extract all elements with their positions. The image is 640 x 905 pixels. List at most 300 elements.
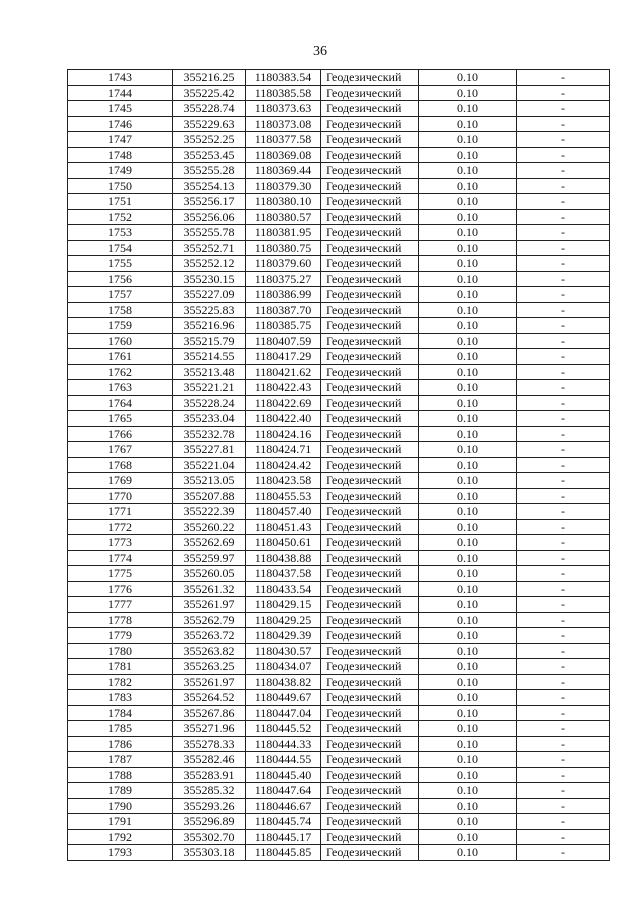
x-coordinate-cell: 355225.42 [173, 85, 246, 101]
point-number-cell: 1747 [68, 132, 173, 148]
method-cell: Геодезический [321, 535, 419, 551]
x-coordinate-cell: 355252.71 [173, 240, 246, 256]
point-number-cell: 1779 [68, 628, 173, 644]
method-cell: Геодезический [321, 163, 419, 179]
x-coordinate-cell: 355260.22 [173, 519, 246, 535]
point-number-cell: 1764 [68, 395, 173, 411]
y-coordinate-cell: 1180424.16 [246, 426, 321, 442]
method-cell: Геодезический [321, 473, 419, 489]
y-coordinate-cell: 1180430.57 [246, 643, 321, 659]
point-number-cell: 1783 [68, 690, 173, 706]
method-cell: Геодезический [321, 70, 419, 86]
accuracy-cell: 0.10 [419, 240, 517, 256]
point-number-cell: 1786 [68, 736, 173, 752]
x-coordinate-cell: 355213.48 [173, 364, 246, 380]
note-cell: - [517, 721, 610, 737]
accuracy-cell: 0.10 [419, 364, 517, 380]
method-cell: Геодезический [321, 550, 419, 566]
point-number-cell: 1759 [68, 318, 173, 334]
method-cell: Геодезический [321, 628, 419, 644]
x-coordinate-cell: 355278.33 [173, 736, 246, 752]
accuracy-cell: 0.10 [419, 829, 517, 845]
note-cell: - [517, 628, 610, 644]
method-cell: Геодезический [321, 643, 419, 659]
method-cell: Геодезический [321, 194, 419, 210]
note-cell: - [517, 643, 610, 659]
point-number-cell: 1784 [68, 705, 173, 721]
table-row [68, 767, 610, 783]
accuracy-cell: 0.10 [419, 659, 517, 675]
table-row [68, 721, 610, 737]
y-coordinate-cell: 1180429.39 [246, 628, 321, 644]
table-row [68, 535, 610, 551]
point-number-cell: 1770 [68, 488, 173, 504]
method-cell: Геодезический [321, 101, 419, 117]
table-row [68, 101, 610, 117]
accuracy-cell: 0.10 [419, 442, 517, 458]
y-coordinate-cell: 1180445.40 [246, 767, 321, 783]
point-number-cell: 1768 [68, 457, 173, 473]
point-number-cell: 1785 [68, 721, 173, 737]
note-cell: - [517, 752, 610, 768]
point-number-cell: 1790 [68, 798, 173, 814]
table-row [68, 318, 610, 334]
table-row [68, 194, 610, 210]
table-row [68, 566, 610, 582]
accuracy-cell: 0.10 [419, 597, 517, 613]
note-cell: - [517, 395, 610, 411]
y-coordinate-cell: 1180451.43 [246, 519, 321, 535]
point-number-cell: 1749 [68, 163, 173, 179]
method-cell: Геодезический [321, 798, 419, 814]
x-coordinate-cell: 355255.28 [173, 163, 246, 179]
method-cell: Геодезический [321, 411, 419, 427]
x-coordinate-cell: 355263.82 [173, 643, 246, 659]
accuracy-cell: 0.10 [419, 457, 517, 473]
y-coordinate-cell: 1180373.63 [246, 101, 321, 117]
method-cell: Геодезический [321, 395, 419, 411]
method-cell: Геодезический [321, 705, 419, 721]
y-coordinate-cell: 1180424.71 [246, 442, 321, 458]
note-cell: - [517, 287, 610, 303]
y-coordinate-cell: 1180385.58 [246, 85, 321, 101]
y-coordinate-cell: 1180445.52 [246, 721, 321, 737]
x-coordinate-cell: 355254.13 [173, 178, 246, 194]
table-row [68, 132, 610, 148]
y-coordinate-cell: 1180445.85 [246, 845, 321, 861]
x-coordinate-cell: 355261.32 [173, 581, 246, 597]
method-cell: Геодезический [321, 674, 419, 690]
point-number-cell: 1758 [68, 302, 173, 318]
note-cell: - [517, 519, 610, 535]
table-row [68, 240, 610, 256]
note-cell: - [517, 163, 610, 179]
accuracy-cell: 0.10 [419, 643, 517, 659]
x-coordinate-cell: 355260.05 [173, 566, 246, 582]
accuracy-cell: 0.10 [419, 705, 517, 721]
table-row [68, 256, 610, 272]
method-cell: Геодезический [321, 178, 419, 194]
table-row [68, 116, 610, 132]
method-cell: Геодезический [321, 240, 419, 256]
x-coordinate-cell: 355253.45 [173, 147, 246, 163]
accuracy-cell: 0.10 [419, 349, 517, 365]
accuracy-cell: 0.10 [419, 535, 517, 551]
y-coordinate-cell: 1180445.17 [246, 829, 321, 845]
y-coordinate-cell: 1180438.82 [246, 674, 321, 690]
x-coordinate-cell: 355214.55 [173, 349, 246, 365]
accuracy-cell: 0.10 [419, 581, 517, 597]
accuracy-cell: 0.10 [419, 132, 517, 148]
x-coordinate-cell: 355264.52 [173, 690, 246, 706]
table-row [68, 271, 610, 287]
table-row [68, 349, 610, 365]
accuracy-cell: 0.10 [419, 163, 517, 179]
x-coordinate-cell: 355222.39 [173, 504, 246, 520]
note-cell: - [517, 798, 610, 814]
table-row [68, 798, 610, 814]
y-coordinate-cell: 1180379.60 [246, 256, 321, 272]
point-number-cell: 1766 [68, 426, 173, 442]
x-coordinate-cell: 355233.04 [173, 411, 246, 427]
point-number-cell: 1745 [68, 101, 173, 117]
x-coordinate-cell: 355232.78 [173, 426, 246, 442]
note-cell: - [517, 845, 610, 861]
method-cell: Геодезический [321, 426, 419, 442]
method-cell: Геодезический [321, 519, 419, 535]
method-cell: Геодезический [321, 736, 419, 752]
note-cell: - [517, 705, 610, 721]
note-cell: - [517, 504, 610, 520]
method-cell: Геодезический [321, 364, 419, 380]
x-coordinate-cell: 355302.70 [173, 829, 246, 845]
point-number-cell: 1787 [68, 752, 173, 768]
point-number-cell: 1775 [68, 566, 173, 582]
y-coordinate-cell: 1180447.64 [246, 783, 321, 799]
table-row [68, 70, 610, 86]
accuracy-cell: 0.10 [419, 783, 517, 799]
method-cell: Геодезический [321, 333, 419, 349]
point-number-cell: 1791 [68, 814, 173, 830]
y-coordinate-cell: 1180379.30 [246, 178, 321, 194]
x-coordinate-cell: 355252.12 [173, 256, 246, 272]
y-coordinate-cell: 1180373.08 [246, 116, 321, 132]
table-row [68, 829, 610, 845]
note-cell: - [517, 333, 610, 349]
page-number: 36 [313, 44, 327, 59]
method-cell: Геодезический [321, 209, 419, 225]
point-number-cell: 1792 [68, 829, 173, 845]
point-number-cell: 1788 [68, 767, 173, 783]
method-cell: Геодезический [321, 287, 419, 303]
y-coordinate-cell: 1180381.95 [246, 225, 321, 241]
y-coordinate-cell: 1180387.70 [246, 302, 321, 318]
point-number-cell: 1762 [68, 364, 173, 380]
accuracy-cell: 0.10 [419, 256, 517, 272]
point-number-cell: 1780 [68, 643, 173, 659]
method-cell: Геодезический [321, 612, 419, 628]
y-coordinate-cell: 1180433.54 [246, 581, 321, 597]
point-number-cell: 1763 [68, 380, 173, 396]
x-coordinate-cell: 355230.15 [173, 271, 246, 287]
y-coordinate-cell: 1180447.04 [246, 705, 321, 721]
x-coordinate-cell: 355256.17 [173, 194, 246, 210]
accuracy-cell: 0.10 [419, 426, 517, 442]
point-number-cell: 1746 [68, 116, 173, 132]
table-row [68, 442, 610, 458]
x-coordinate-cell: 355216.96 [173, 318, 246, 334]
x-coordinate-cell: 355303.18 [173, 845, 246, 861]
x-coordinate-cell: 355261.97 [173, 597, 246, 613]
method-cell: Геодезический [321, 85, 419, 101]
method-cell: Геодезический [321, 783, 419, 799]
x-coordinate-cell: 355259.97 [173, 550, 246, 566]
table-row [68, 411, 610, 427]
note-cell: - [517, 581, 610, 597]
y-coordinate-cell: 1180417.29 [246, 349, 321, 365]
method-cell: Геодезический [321, 318, 419, 334]
note-cell: - [517, 209, 610, 225]
table-row [68, 581, 610, 597]
y-coordinate-cell: 1180385.75 [246, 318, 321, 334]
accuracy-cell: 0.10 [419, 798, 517, 814]
point-number-cell: 1744 [68, 85, 173, 101]
y-coordinate-cell: 1180446.67 [246, 798, 321, 814]
accuracy-cell: 0.10 [419, 271, 517, 287]
point-number-cell: 1769 [68, 473, 173, 489]
method-cell: Геодезический [321, 488, 419, 504]
accuracy-cell: 0.10 [419, 519, 517, 535]
accuracy-cell: 0.10 [419, 85, 517, 101]
table-row [68, 364, 610, 380]
method-cell: Геодезический [321, 690, 419, 706]
accuracy-cell: 0.10 [419, 814, 517, 830]
x-coordinate-cell: 355285.32 [173, 783, 246, 799]
accuracy-cell: 0.10 [419, 752, 517, 768]
table-row [68, 147, 610, 163]
note-cell: - [517, 566, 610, 582]
note-cell: - [517, 85, 610, 101]
point-number-cell: 1753 [68, 225, 173, 241]
table-row [68, 705, 610, 721]
x-coordinate-cell: 355228.74 [173, 101, 246, 117]
y-coordinate-cell: 1180445.74 [246, 814, 321, 830]
y-coordinate-cell: 1180386.99 [246, 287, 321, 303]
method-cell: Геодезический [321, 225, 419, 241]
note-cell: - [517, 302, 610, 318]
x-coordinate-cell: 355296.89 [173, 814, 246, 830]
note-cell: - [517, 535, 610, 551]
x-coordinate-cell: 355228.24 [173, 395, 246, 411]
table-row [68, 783, 610, 799]
accuracy-cell: 0.10 [419, 411, 517, 427]
y-coordinate-cell: 1180423.58 [246, 473, 321, 489]
table-row [68, 380, 610, 396]
note-cell: - [517, 829, 610, 845]
accuracy-cell: 0.10 [419, 116, 517, 132]
method-cell: Геодезический [321, 442, 419, 458]
point-number-cell: 1754 [68, 240, 173, 256]
x-coordinate-cell: 355225.83 [173, 302, 246, 318]
accuracy-cell: 0.10 [419, 395, 517, 411]
accuracy-cell: 0.10 [419, 287, 517, 303]
coordinates-table-body [68, 70, 610, 861]
note-cell: - [517, 550, 610, 566]
note-cell: - [517, 674, 610, 690]
x-coordinate-cell: 355213.05 [173, 473, 246, 489]
method-cell: Геодезический [321, 147, 419, 163]
x-coordinate-cell: 355263.72 [173, 628, 246, 644]
table-row [68, 736, 610, 752]
table-row [68, 628, 610, 644]
y-coordinate-cell: 1180421.62 [246, 364, 321, 380]
table-row [68, 287, 610, 303]
note-cell: - [517, 597, 610, 613]
accuracy-cell: 0.10 [419, 225, 517, 241]
table-row [68, 550, 610, 566]
x-coordinate-cell: 355227.09 [173, 287, 246, 303]
accuracy-cell: 0.10 [419, 504, 517, 520]
x-coordinate-cell: 355207.88 [173, 488, 246, 504]
point-number-cell: 1752 [68, 209, 173, 225]
x-coordinate-cell: 355255.78 [173, 225, 246, 241]
x-coordinate-cell: 355256.06 [173, 209, 246, 225]
point-number-cell: 1777 [68, 597, 173, 613]
point-number-cell: 1755 [68, 256, 173, 272]
note-cell: - [517, 178, 610, 194]
table-row [68, 426, 610, 442]
note-cell: - [517, 767, 610, 783]
table-row [68, 519, 610, 535]
note-cell: - [517, 132, 610, 148]
note-cell: - [517, 147, 610, 163]
point-number-cell: 1793 [68, 845, 173, 861]
method-cell: Геодезический [321, 566, 419, 582]
point-number-cell: 1748 [68, 147, 173, 163]
x-coordinate-cell: 355262.69 [173, 535, 246, 551]
table-row [68, 814, 610, 830]
note-cell: - [517, 736, 610, 752]
point-number-cell: 1761 [68, 349, 173, 365]
table-row [68, 690, 610, 706]
method-cell: Геодезический [321, 116, 419, 132]
method-cell: Геодезический [321, 829, 419, 845]
note-cell: - [517, 442, 610, 458]
note-cell: - [517, 426, 610, 442]
table-row [68, 612, 610, 628]
table-row [68, 163, 610, 179]
point-number-cell: 1757 [68, 287, 173, 303]
accuracy-cell: 0.10 [419, 736, 517, 752]
note-cell: - [517, 690, 610, 706]
y-coordinate-cell: 1180449.67 [246, 690, 321, 706]
method-cell: Геодезический [321, 132, 419, 148]
method-cell: Геодезический [321, 349, 419, 365]
table-row [68, 85, 610, 101]
point-number-cell: 1773 [68, 535, 173, 551]
x-coordinate-cell: 355293.26 [173, 798, 246, 814]
note-cell: - [517, 612, 610, 628]
x-coordinate-cell: 355215.79 [173, 333, 246, 349]
point-number-cell: 1774 [68, 550, 173, 566]
point-number-cell: 1771 [68, 504, 173, 520]
accuracy-cell: 0.10 [419, 333, 517, 349]
accuracy-cell: 0.10 [419, 473, 517, 489]
method-cell: Геодезический [321, 380, 419, 396]
note-cell: - [517, 364, 610, 380]
y-coordinate-cell: 1180407.59 [246, 333, 321, 349]
x-coordinate-cell: 355271.96 [173, 721, 246, 737]
note-cell: - [517, 70, 610, 86]
table-row [68, 209, 610, 225]
method-cell: Геодезический [321, 504, 419, 520]
accuracy-cell: 0.10 [419, 674, 517, 690]
table-row [68, 302, 610, 318]
x-coordinate-cell: 355263.25 [173, 659, 246, 675]
note-cell: - [517, 256, 610, 272]
note-cell: - [517, 488, 610, 504]
accuracy-cell: 0.10 [419, 178, 517, 194]
method-cell: Геодезический [321, 752, 419, 768]
accuracy-cell: 0.10 [419, 209, 517, 225]
accuracy-cell: 0.10 [419, 318, 517, 334]
note-cell: - [517, 349, 610, 365]
x-coordinate-cell: 355216.25 [173, 70, 246, 86]
note-cell: - [517, 659, 610, 675]
x-coordinate-cell: 355221.21 [173, 380, 246, 396]
method-cell: Геодезический [321, 302, 419, 318]
coordinates-table [67, 69, 610, 861]
accuracy-cell: 0.10 [419, 566, 517, 582]
y-coordinate-cell: 1180369.08 [246, 147, 321, 163]
method-cell: Геодезический [321, 814, 419, 830]
note-cell: - [517, 380, 610, 396]
y-coordinate-cell: 1180437.58 [246, 566, 321, 582]
y-coordinate-cell: 1180424.42 [246, 457, 321, 473]
accuracy-cell: 0.10 [419, 845, 517, 861]
point-number-cell: 1756 [68, 271, 173, 287]
y-coordinate-cell: 1180429.15 [246, 597, 321, 613]
point-number-cell: 1782 [68, 674, 173, 690]
table-row [68, 225, 610, 241]
accuracy-cell: 0.10 [419, 101, 517, 117]
note-cell: - [517, 116, 610, 132]
method-cell: Геодезический [321, 457, 419, 473]
table-row [68, 597, 610, 613]
note-cell: - [517, 457, 610, 473]
method-cell: Геодезический [321, 256, 419, 272]
x-coordinate-cell: 355282.46 [173, 752, 246, 768]
accuracy-cell: 0.10 [419, 302, 517, 318]
point-number-cell: 1772 [68, 519, 173, 535]
x-coordinate-cell: 355221.04 [173, 457, 246, 473]
point-number-cell: 1767 [68, 442, 173, 458]
y-coordinate-cell: 1180429.25 [246, 612, 321, 628]
note-cell: - [517, 783, 610, 799]
point-number-cell: 1765 [68, 411, 173, 427]
table-row [68, 333, 610, 349]
note-cell: - [517, 411, 610, 427]
y-coordinate-cell: 1180377.58 [246, 132, 321, 148]
y-coordinate-cell: 1180444.55 [246, 752, 321, 768]
accuracy-cell: 0.10 [419, 721, 517, 737]
accuracy-cell: 0.10 [419, 612, 517, 628]
x-coordinate-cell: 355229.63 [173, 116, 246, 132]
method-cell: Геодезический [321, 659, 419, 675]
point-number-cell: 1789 [68, 783, 173, 799]
table-row [68, 473, 610, 489]
note-cell: - [517, 101, 610, 117]
